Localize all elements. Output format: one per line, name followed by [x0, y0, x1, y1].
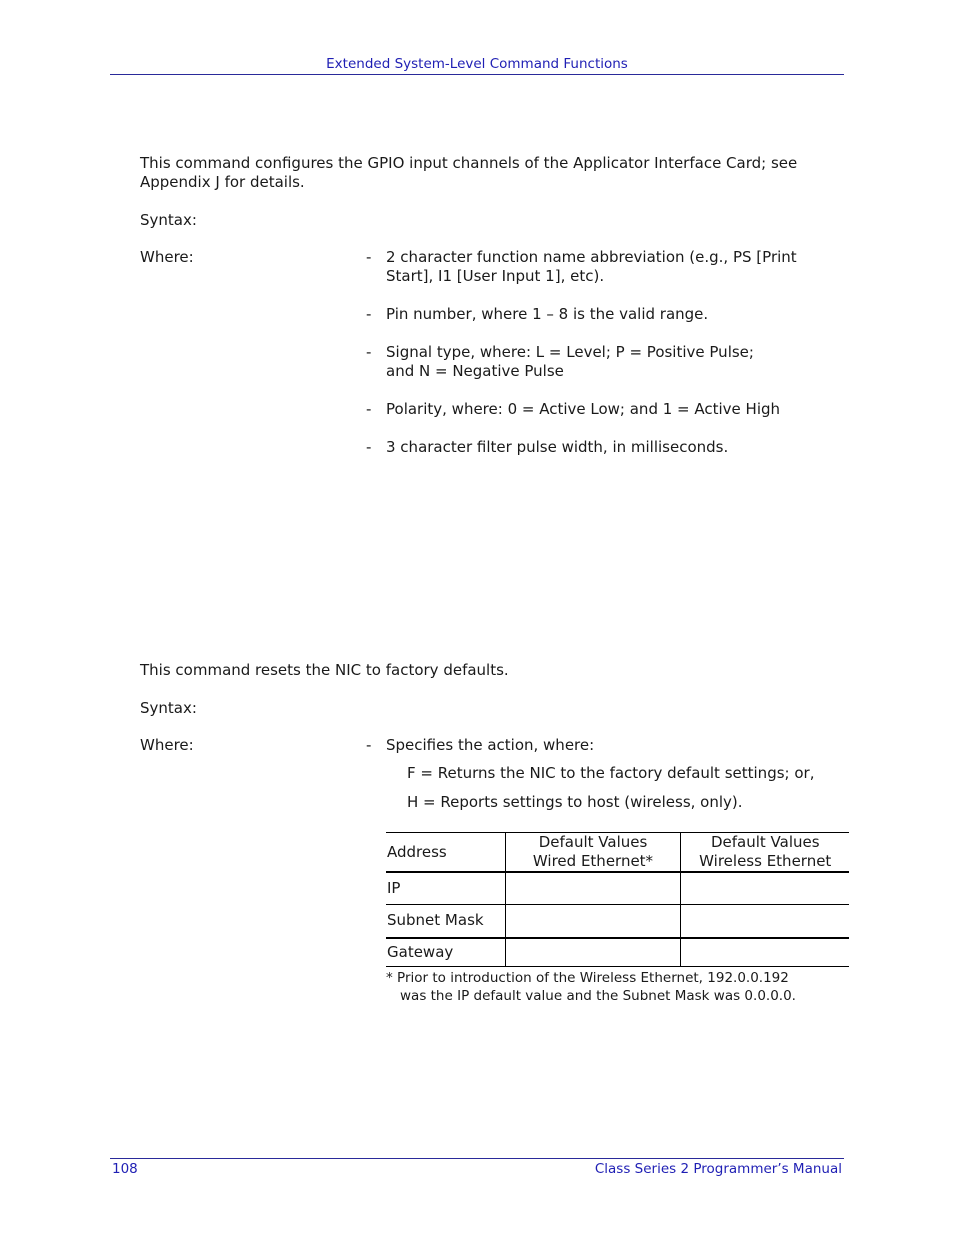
- section2-syntax-label: Syntax:: [140, 699, 197, 717]
- section2-option-f: F = Returns the NIC to the factory default settings; or,: [407, 764, 815, 782]
- row-wireless-value: [680, 872, 849, 904]
- row-address: Subnet Mask: [387, 911, 484, 930]
- section2-where-label: Where:: [140, 736, 194, 754]
- header-wireless: Default Values Wireless Ethernet: [680, 833, 849, 873]
- running-header: Extended System-Level Command Functions: [326, 56, 628, 72]
- section2-description: This command resets the NIC to factory defaults.: [140, 661, 509, 679]
- table-row: [386, 904, 849, 938]
- table-footnote: * Prior to introduction of the Wireless Ethernet, 192.0.0.192 was the IP default value and the Subnet Mask was 0.0.0.0.: [386, 970, 796, 1004]
- table-row: [386, 872, 849, 904]
- page-number: 108: [112, 1161, 138, 1177]
- row-wired-value: [505, 872, 680, 904]
- section1-where-label: Where:: [140, 248, 194, 266]
- section2-option-h: H = Reports settings to host (wireless, only).: [407, 793, 743, 811]
- default-values-table: [386, 832, 849, 967]
- row-address: IP: [387, 878, 401, 897]
- row-wired-value: [505, 904, 680, 938]
- header-wired: Default Values Wired Ethernet*: [505, 833, 680, 873]
- manual-title: Class Series 2 Programmer’s Manual: [594, 1161, 842, 1177]
- section1-description: This command configures the GPIO input channels of the Applicator Interface Card; see Appendix J for details.: [140, 154, 798, 191]
- row-wireless-value: [680, 938, 849, 966]
- table-header-row: [386, 833, 849, 873]
- row-wireless-value: [680, 904, 849, 938]
- footer-rule: [110, 1158, 844, 1159]
- row-address: Gateway: [387, 942, 454, 961]
- section1-syntax-label: Syntax:: [140, 211, 197, 229]
- row-wired-value: [505, 938, 680, 966]
- header-address: Address: [386, 833, 505, 873]
- table-row: [386, 938, 849, 966]
- header-rule: [110, 74, 844, 75]
